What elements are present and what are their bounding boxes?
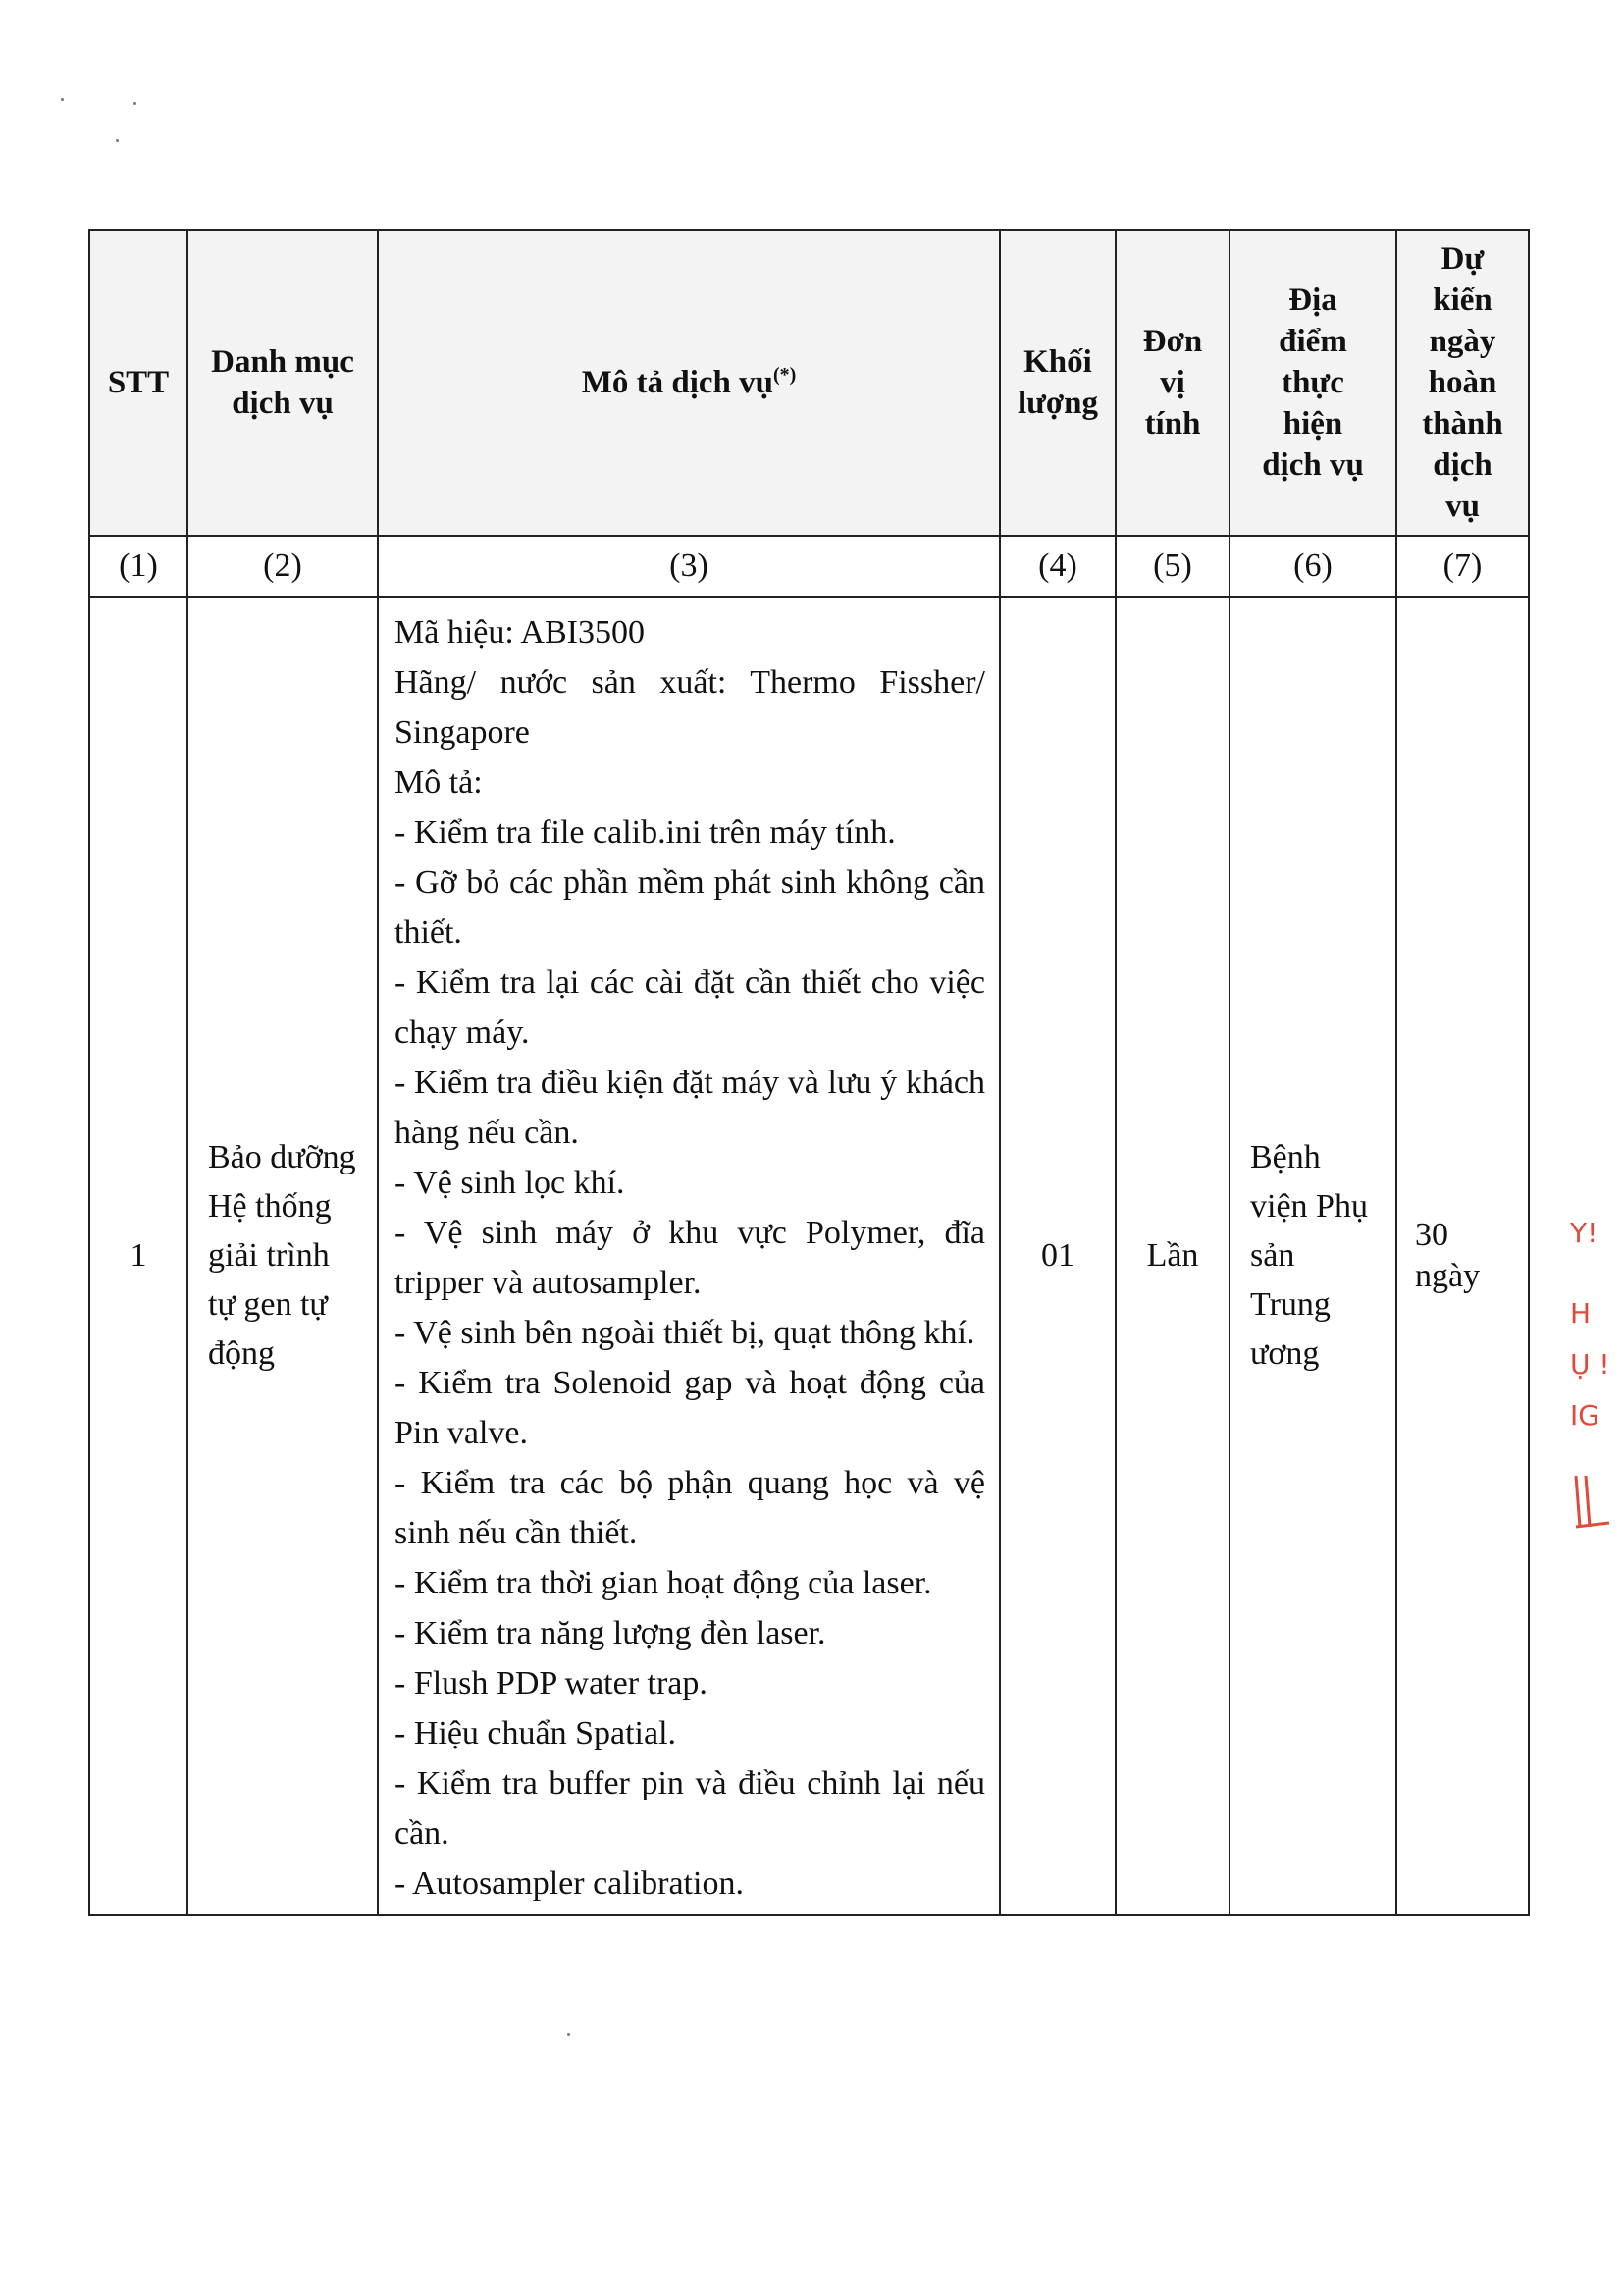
column-number-row bbox=[89, 536, 1529, 597]
header-category: Danh mục dịch vụ bbox=[187, 230, 378, 536]
stamp-edge-marks bbox=[1572, 1472, 1611, 1531]
description-line: - Vệ sinh lọc khí. bbox=[394, 1165, 625, 1201]
header-stt: STT bbox=[89, 230, 187, 536]
row-completion-time: 30 ngày bbox=[1396, 597, 1529, 1915]
column-number: (5) bbox=[1116, 536, 1230, 597]
scan-speck bbox=[116, 139, 119, 142]
row-quantity: 01 bbox=[1000, 597, 1116, 1915]
header-completion-time: Dự kiến ngày hoàn thành dịch vụ bbox=[1396, 230, 1529, 536]
description-line: - Kiểm tra điều kiện đặt máy và lưu ý khách hàng nếu cần. bbox=[394, 1065, 985, 1151]
description-line: - Kiểm tra các bộ phận quang học và vệ sinh nếu cần thiết. bbox=[394, 1465, 985, 1551]
column-number: (3) bbox=[378, 536, 1000, 597]
scan-speck bbox=[567, 2033, 570, 2036]
header-unit: Đơn vị tính bbox=[1116, 230, 1230, 536]
header-quantity: Khối lượng bbox=[1000, 230, 1116, 536]
column-number: (2) bbox=[187, 536, 378, 597]
column-number: (1) bbox=[89, 536, 187, 597]
column-number: (7) bbox=[1396, 536, 1529, 597]
header-place: Địa điểm thực hiện dịch vụ bbox=[1230, 230, 1396, 536]
description-line: - Vệ sinh máy ở khu vực Polymer, đĩa tripper và autosampler. bbox=[394, 1215, 985, 1301]
row-stt: 1 bbox=[89, 597, 187, 1915]
description-line: - Gỡ bỏ các phần mềm phát sinh không cần thiết. bbox=[394, 864, 985, 951]
description-line: - Kiểm tra Solenoid gap và hoạt động của Pin valve. bbox=[394, 1365, 985, 1451]
description-line: - Kiểm tra lại các cài đặt cần thiết cho việc chạy máy. bbox=[394, 965, 985, 1051]
row-place: Bệnh viện Phụ sản Trung ương bbox=[1230, 597, 1396, 1915]
description-line: - Vệ sinh bên ngoài thiết bị, quạt thông khí. bbox=[394, 1315, 975, 1351]
column-number: (4) bbox=[1000, 536, 1116, 597]
description-line: - Kiểm tra file calib.ini trên máy tính. bbox=[394, 814, 896, 851]
service-table bbox=[88, 229, 1530, 1916]
scan-speck bbox=[133, 102, 136, 105]
description-line: - Autosampler calibration. bbox=[394, 1865, 744, 1902]
row-category: Bảo dưỡng Hệ thống giải trình tự gen tự động bbox=[187, 597, 378, 1915]
description-line: - Kiểm tra buffer pin và điều chỉnh lại nếu cần. bbox=[394, 1765, 985, 1852]
description-line: Mã hiệu: ABI3500 bbox=[394, 614, 645, 651]
description-line: Hãng/ nước sản xuất: Thermo Fissher/ Singapore bbox=[394, 664, 985, 751]
header-description: Mô tả dịch vụ(*) bbox=[378, 230, 1000, 536]
description-line: Mô tả: bbox=[394, 764, 483, 801]
column-number: (6) bbox=[1230, 536, 1396, 597]
description-line: - Kiểm tra thời gian hoạt động của laser. bbox=[394, 1565, 932, 1601]
description-line: - Hiệu chuẩn Spatial. bbox=[394, 1715, 677, 1751]
row-unit: Lần bbox=[1116, 597, 1230, 1915]
description-line: - Kiểm tra năng lượng đèn laser. bbox=[394, 1615, 826, 1651]
table-row bbox=[89, 597, 1529, 1915]
red-stamp-fragment: Y! H Ụ ! IG bbox=[1570, 1217, 1610, 1432]
scan-speck bbox=[61, 98, 64, 101]
row-description bbox=[378, 597, 1000, 1915]
description-line: - Flush PDP water trap. bbox=[394, 1665, 707, 1701]
header-row bbox=[89, 230, 1529, 536]
